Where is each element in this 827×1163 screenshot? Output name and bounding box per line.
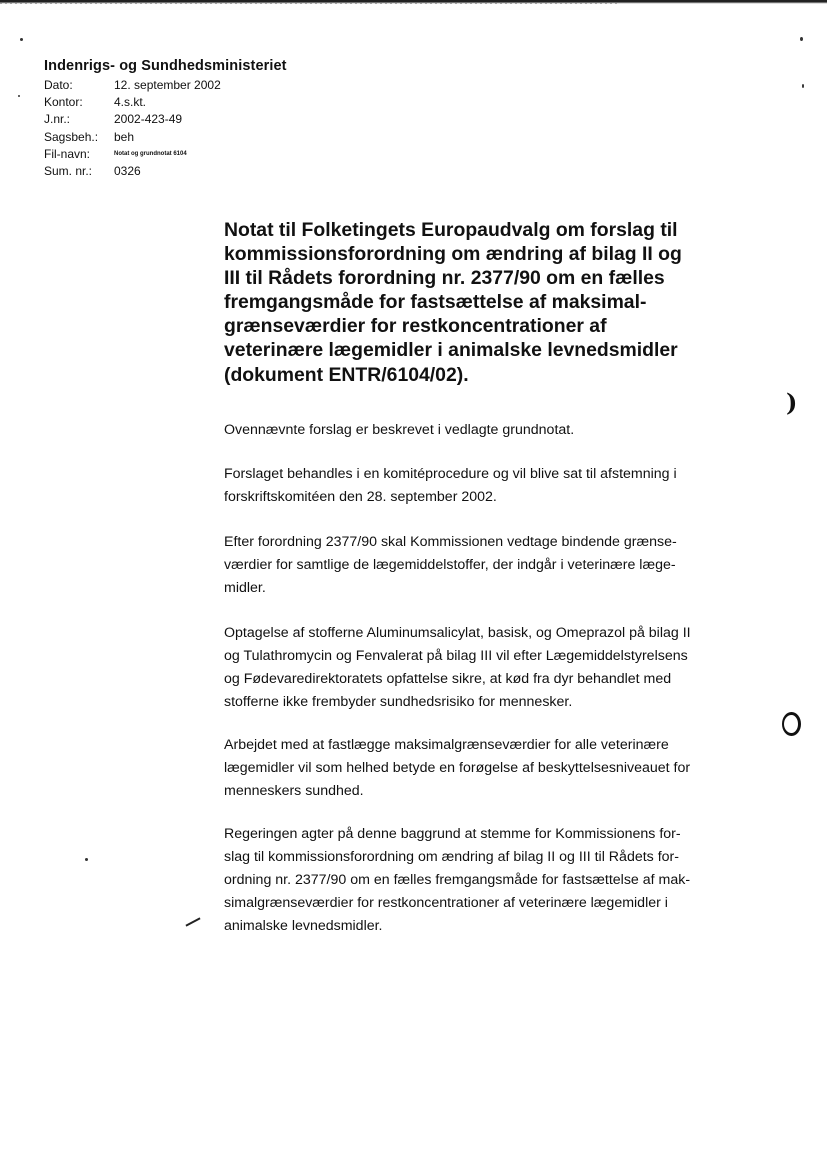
meta-label: Kontor: bbox=[44, 95, 83, 110]
meta-label: Fil-navn: bbox=[44, 146, 91, 161]
scan-speck bbox=[20, 38, 23, 41]
text-line: Optagelse af stofferne Aluminumsalicylat, basisk, og Omeprazol på bilag II bbox=[224, 625, 691, 641]
text-line: og Fødevaredirektoratets opfattelse sikre, at kød fra dyr behandlet med bbox=[224, 671, 672, 687]
paragraph-government-position bbox=[224, 823, 744, 938]
meta-row-office bbox=[44, 94, 221, 111]
text-line: lægemidler vil som helhed betyde en forøgelse af beskyttelsesniveauet for bbox=[224, 760, 691, 776]
text-line: ordning nr. 2377/90 om en fælles fremgangsmåde for fastsættelse af mak- bbox=[224, 872, 691, 888]
scan-speck bbox=[85, 858, 88, 861]
text-line: stofferne ikke frembyder sundhedsrisiko for mennesker. bbox=[224, 694, 573, 710]
meta-row-journal-number bbox=[44, 111, 221, 128]
text-line: Arbejdet med at fastlægge maksimalgrænseværdier for alle veterinære bbox=[224, 737, 669, 753]
margin-bracket-mark: ) bbox=[786, 388, 798, 417]
scan-speck bbox=[18, 95, 20, 97]
title-line: grænseværdier for restkoncentrationer af bbox=[224, 315, 607, 338]
text-line: simalgrænseværdier for restkoncentrationer af veterinære lægemidler i bbox=[224, 895, 668, 911]
meta-row-case-handler bbox=[44, 129, 221, 146]
text-line: menneskers sundhed. bbox=[224, 783, 364, 799]
text-line: forskriftskomitéen den 28. september 2002. bbox=[224, 489, 497, 505]
paragraph-committee-procedure bbox=[224, 463, 744, 509]
text-line: Ovennævnte forslag er beskrevet i vedlagte grundnotat. bbox=[224, 422, 575, 438]
ministry-name: Indenrigs- og Sundhedsministeriet bbox=[44, 58, 287, 74]
title-line: (dokument ENTR/6104/02). bbox=[224, 363, 469, 386]
meta-label: Sagsbeh.: bbox=[44, 129, 99, 144]
document-title bbox=[224, 218, 744, 387]
text-line: og Tulathromycin og Fenvalerat på bilag III vil efter Lægemiddelstyrelsens bbox=[224, 648, 688, 664]
meta-value: beh bbox=[114, 129, 135, 144]
meta-value: 2002-423-49 bbox=[114, 112, 183, 127]
scan-speck bbox=[800, 37, 803, 41]
paragraph-proposal-reference bbox=[224, 419, 744, 442]
document-metadata bbox=[44, 77, 221, 180]
text-line: Forslaget behandles i en komitéprocedure og vil blive sat til afstemning i bbox=[224, 466, 677, 482]
text-line: Regeringen agter på denne baggrund at stemme for Kommissionens for- bbox=[224, 826, 681, 842]
meta-label: Dato: bbox=[44, 78, 73, 92]
text-line: Efter forordning 2377/90 skal Kommissionen vedtage bindende grænse- bbox=[224, 534, 677, 550]
meta-value: Notat og grundnotat 6104 bbox=[114, 150, 187, 157]
scan-top-border-dots bbox=[0, 3, 620, 4]
paragraph-regulation-requirement bbox=[224, 531, 744, 600]
punch-hole-ring-icon bbox=[782, 712, 801, 736]
meta-label: Sum. nr.: bbox=[44, 163, 93, 178]
pen-tick-mark bbox=[185, 917, 200, 926]
meta-label: J.nr.: bbox=[44, 112, 71, 127]
text-line: værdier for samtlige de lægemiddelstoffer, der indgår i veterinære læge- bbox=[224, 557, 676, 573]
title-line: III til Rådets forordning nr. 2377/90 om en fælles bbox=[224, 267, 665, 290]
meta-row-sum-number bbox=[44, 163, 221, 180]
title-line: veterinære lægemidler i animalske levnedsmidler bbox=[224, 339, 678, 362]
text-line: slag til kommissionsforordning om ændring af bilag II og III til Rådets for- bbox=[224, 849, 679, 865]
title-line: kommissionsforordning om ændring af bilag II og bbox=[224, 243, 682, 266]
meta-value: 4.s.kt. bbox=[114, 95, 147, 110]
meta-value: 12. september 2002 bbox=[114, 78, 221, 92]
paragraph-protection-level bbox=[224, 734, 744, 803]
scan-speck bbox=[802, 84, 804, 88]
paragraph-substance-inclusion bbox=[224, 622, 744, 714]
text-line: animalske levnedsmidler. bbox=[224, 918, 383, 934]
title-line: fremgangsmåde for fastsættelse af maksimal- bbox=[224, 291, 647, 314]
meta-row-date bbox=[44, 77, 221, 94]
meta-value: 0326 bbox=[114, 163, 141, 178]
meta-row-file-name bbox=[44, 146, 221, 163]
text-line: midler. bbox=[224, 580, 266, 596]
title-line: Notat til Folketingets Europaudvalg om forslag til bbox=[224, 219, 678, 241]
